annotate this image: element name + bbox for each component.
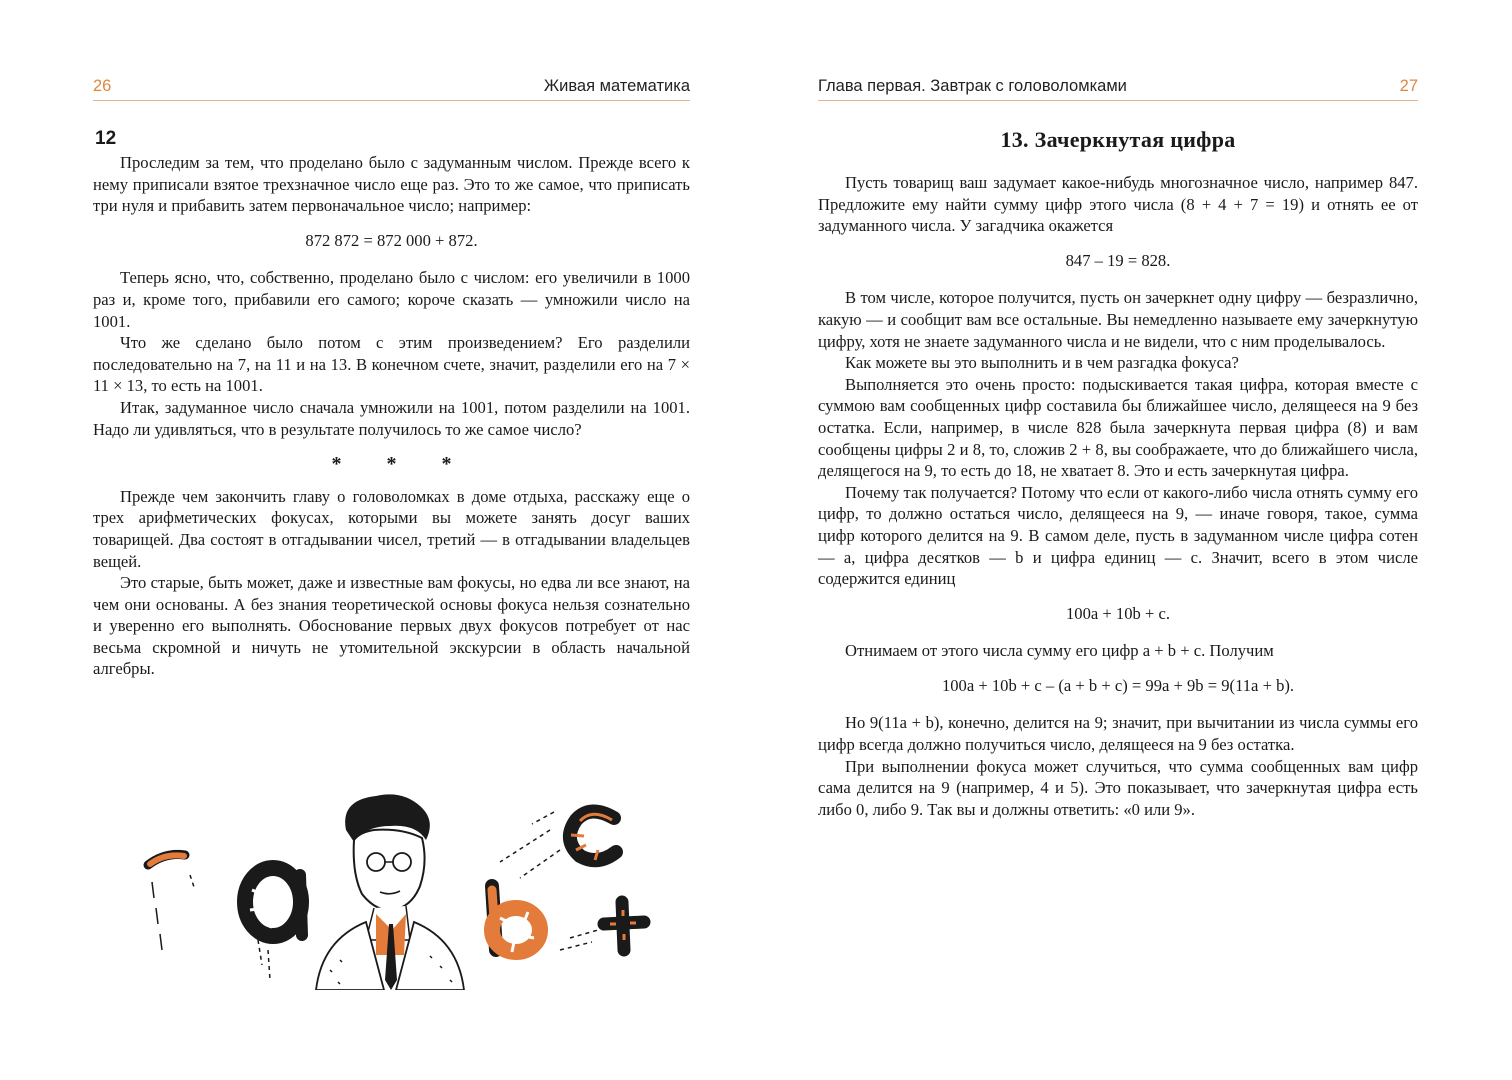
- paragraph: Но 9(11a + b), конечно, делится на 9; значит, при вычитании из числа суммы его цифр всегда должно получиться число, делящееся на 9 без остатка.: [818, 713, 1418, 755]
- paragraph: Что же сделано было потом с этим произведением? Его разделили последовательно на 7, на 11 и на 13. В конечном счете, значит, разделили его на 7 × 11 × 13, то есть на 1001.: [93, 333, 690, 396]
- paragraph: Выполняется это очень просто: подыскивается такая цифра, которая вместе с суммою вам сообщенных цифр составила бы ближайшее число, делящееся на 9 без остатка. Если, например, в числе 828 была зачеркнута первая цифра (8) и вам сообщены цифры 2 и 8, то, сложив 2 + 8, вы соображаете, что до ближайшего числа, делящегося на 9, то есть до 18, не хватает 8. Это и есть зачеркнутая цифра.: [818, 374, 1418, 481]
- paragraph: В том числе, которое получится, пусть он зачеркнет одну цифру — безразлично, какую — и сообщит вам все остальные. Вы немедленно называете ему зачеркнутую цифру, хотя не знаете задуманного числа и не видели, что с ним проделывалось.: [818, 288, 1418, 351]
- paragraph: Итак, задуманное число сначала умножили на 1001, потом разделили на 1001. Надо ли удивляться, что в результате получилось то же самое число?: [93, 397, 690, 439]
- paragraph: Отнимаем от этого числа сумму его цифр a + b + c. Получим: [845, 641, 1274, 661]
- letter-c-icon: [500, 811, 616, 878]
- page-number-right: 27: [1399, 77, 1418, 95]
- right-content: [818, 126, 1418, 820]
- running-title-right: Глава первая. Завтрак с головоломками: [818, 77, 1127, 95]
- paragraph: Как можете вы это выполнить и в чем разгадка фокуса?: [845, 353, 1239, 373]
- portrait-figure: [316, 794, 464, 990]
- paragraph: Почему так получается? Потому что если от какого-либо числа отнять сумму его цифр, то должно остаться число, делящееся на 9, — иначе говоря, такое, сумма цифр которого делится на 9. В самом деле, пусть в задуманном числе цифра сотен — a, цифра десятков — b и цифра единиц — c. Значит, всего в этом числе содержится единиц: [818, 482, 1418, 589]
- running-title-left: Живая математика: [543, 77, 690, 95]
- page-number-left: 26: [93, 77, 112, 95]
- formula: 100a + 10b + c.: [1066, 603, 1170, 623]
- paragraph: Теперь ясно, что, собственно, проделано было с числом: его увеличили в 1000 раз и, кроме того, прибавили его самого; короче сказать — умножили число на 1001.: [93, 268, 690, 331]
- illustration-portrait-with-letters: [140, 790, 660, 990]
- formula: 100a + 10b + c – (a + b + c) = 99a + 9b = 9(11a + b).: [941, 675, 1295, 695]
- section-number: 12: [95, 128, 117, 149]
- section-separator: * * *: [331, 453, 472, 476]
- right-running-head: [818, 74, 1418, 101]
- paragraph: Это старые, быть может, даже и известные вам фокусы, но едва ли все знают, на чем они основаны. А без знания теоретической основы фокуса нельзя сознательно и уверенно его выполнять. Обоснование первых двух фокусов потребует от нас весьма скромной и ничуть не утомительной экскурсии в область начальной алгебры.: [93, 573, 690, 679]
- plus-sign-icon: [560, 902, 644, 950]
- formula: 847 – 19 = 828.: [1065, 250, 1171, 270]
- letter-b-icon: [492, 886, 540, 952]
- paragraph: Проследим за тем, что проделано было с задуманным числом. Прежде всего к нему приписали взятое трехзначное число еще раз. Это то же самое, что приписать три нуля и прибавить затем первоначальное число; например:: [93, 153, 690, 216]
- left-running-head: [93, 74, 690, 101]
- right-page: [756, 0, 1512, 1080]
- paragraph: Прежде чем закончить главу о головоломках в доме отдыха, расскажу еще о трех арифметических фокусах, которыми вы можете занять досуг ваших товарищей. Два состоят в отгадывании чисел, третий — в отгадывании владельцев вещей.: [93, 486, 690, 571]
- paragraph: При выполнении фокуса может случиться, что сумма сообщенных вам цифр сама делится на 9 (например, 4 и 5). Это показывает, что зачеркнутая цифра есть либо 0, либо 9. Так вы и должны ответить: «0 или 9».: [818, 756, 1418, 819]
- letter-a-icon: [245, 868, 302, 980]
- formula: 872 872 = 872 000 + 872.: [305, 230, 478, 250]
- boomerang-mark-icon: [148, 854, 195, 950]
- section-heading: 13. Зачеркнутая цифра: [1000, 127, 1236, 152]
- left-content: [93, 126, 690, 680]
- paragraph: Пусть товарищ ваш задумает какое-нибудь многозначное число, например 847. Предложите ему найти сумму цифр этого числа (8 + 4 + 7 = 19) и отнять ее от задуманного числа. У загадчика окажется: [818, 173, 1418, 236]
